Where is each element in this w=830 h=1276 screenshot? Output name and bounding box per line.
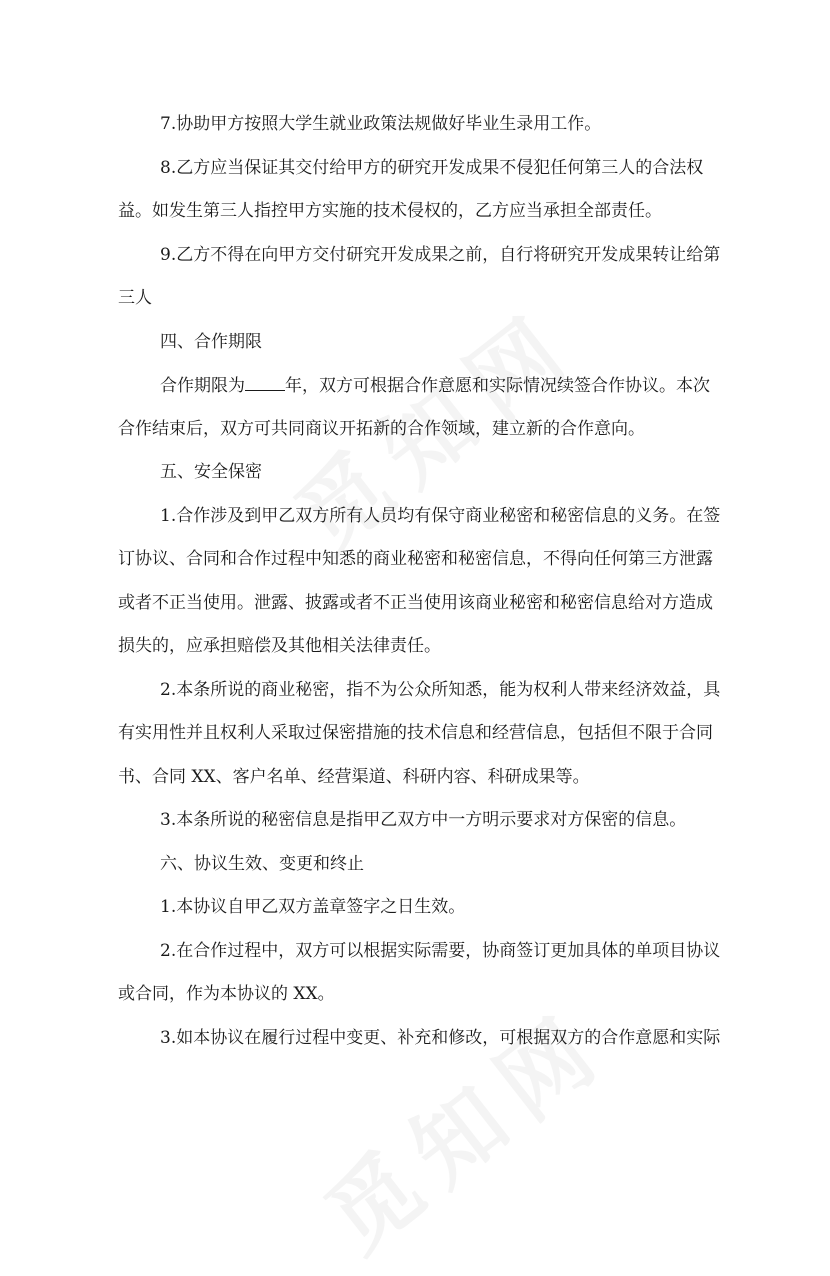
paragraph-line: 1.合作涉及到甲乙双方所有人员均有保守商业秘密和秘密信息的义务。在签 <box>160 506 721 526</box>
paragraph-line: 合作结束后，双方可共同商议开拓新的合作领域，建立新的合作意向。 <box>118 419 645 439</box>
paragraph-line: 有实用性并且权利人采取过保密措施的技术信息和经营信息，包括但不限于合同 <box>118 723 713 743</box>
paragraph-line: 三人 <box>118 288 152 308</box>
paragraph-line: 3.本条所说的秘密信息是指甲乙双方中一方明示要求对方保密的信息。 <box>160 810 687 830</box>
watermark <box>294 974 629 1276</box>
paragraph-line: 1.本协议自甲乙双方盖章签字之日生效。 <box>160 897 466 917</box>
paragraph-line: 8.乙方应当保证其交付给甲方的研究开发成果不侵犯任何第三人的合法权 <box>160 158 704 178</box>
term-text: 年，双方可根据合作意愿和实际情况续签合作协议。本次 <box>285 376 710 396</box>
paragraph-line: 订协议、合同和合作过程中知悉的商业秘密和秘密信息，不得向任何第三方泄露 <box>118 549 713 569</box>
paragraph-line: 或者不正当使用。泄露、披露或者不正当使用该商业秘密和秘密信息给对方造成 <box>118 593 713 613</box>
paragraph-line: 或合同，作为本协议的 XX。 <box>118 984 335 1004</box>
paragraph-line <box>0 374 830 397</box>
paragraph-line: 损失的，应承担赔偿及其他相关法律责任。 <box>118 636 441 656</box>
section-heading: 五、安全保密 <box>160 462 262 482</box>
blank-underline <box>245 374 285 391</box>
paragraph-line: 2.本条所说的商业秘密，指不为公众所知悉，能为权利人带来经济效益，具 <box>160 680 721 700</box>
section-heading: 六、协议生效、变更和终止 <box>160 854 364 874</box>
paragraph-line: 书、合同 XX、客户名单、经营渠道、科研内容、科研成果等。 <box>118 767 590 787</box>
paragraph-line: 3.如本协议在履行过程中变更、补充和修改，可根据双方的合作意愿和实际 <box>160 1028 721 1048</box>
section-heading: 四、合作期限 <box>160 332 262 352</box>
paragraph-line: 益。如发生第三人指控甲方实施的技术侵权的，乙方应当承担全部责任。 <box>118 201 662 221</box>
paragraph-line: 7.协助甲方按照大学生就业政策法规做好毕业生录用工作。 <box>160 114 602 134</box>
term-label: 合作期限为 <box>160 376 245 396</box>
paragraph-line: 2.在合作过程中，双方可以根据实际需要，协商签订更加具体的单项目协议 <box>160 941 721 961</box>
paragraph-line: 9.乙方不得在向甲方交付研究开发成果之前，自行将研究开发成果转让给第 <box>160 245 721 265</box>
